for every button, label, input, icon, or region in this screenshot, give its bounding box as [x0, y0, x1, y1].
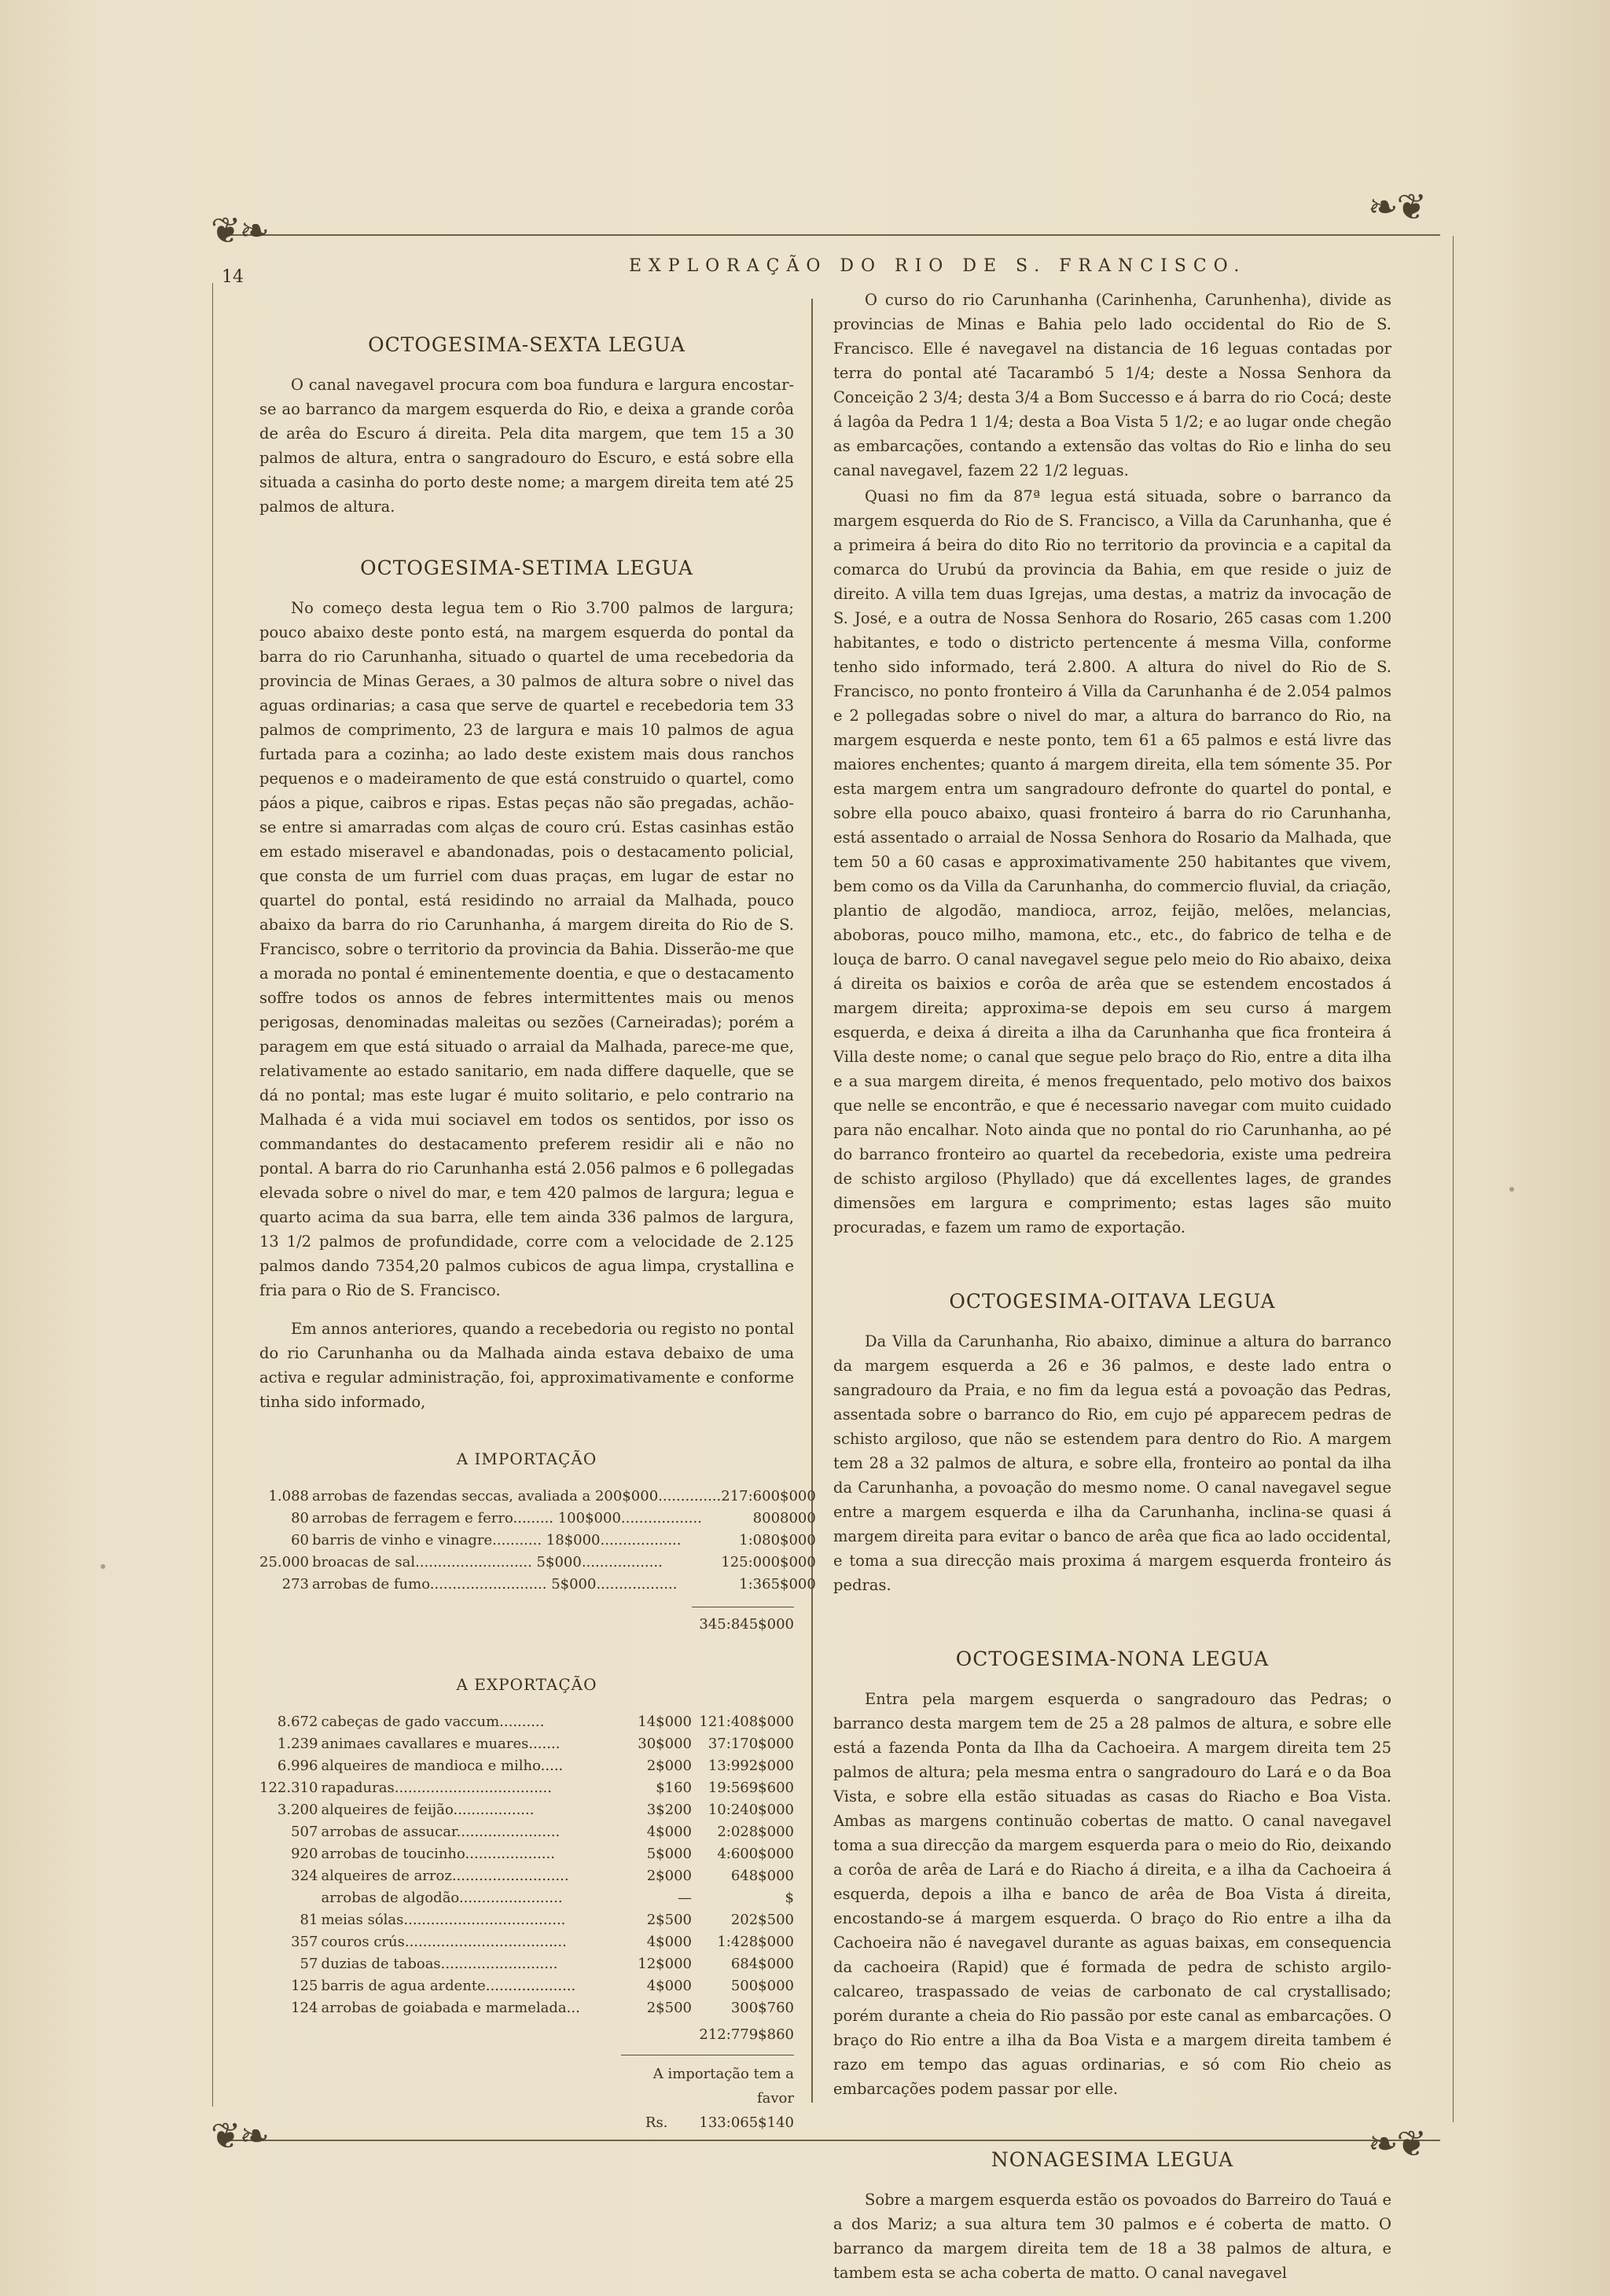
paragraph: Sobre a margem esquerda estão os povoados do Barreiro do Tauá e a dos Mariz; a sua altura tem 30 palmos e é coberta de matto. O barranco da margem direita tem de 18 a 38 palmos de altura, e tambem esta se acha coberta de matto. O canal navegavel: [833, 2191, 1391, 2282]
exportacao-row: [259, 1953, 794, 1975]
saldo-value: 133:065$140: [699, 2114, 794, 2131]
exportacao-cell-p: 4$000: [646, 1934, 692, 1950]
ornament-top-right-icon: ❧❦: [1368, 186, 1426, 228]
exportacao-cell-p: 2$500: [646, 1912, 692, 1928]
paragraph: Em annos anteriores, quando a recebedoria ou registo no pontal do rio Carunhanha ou da Malhada ainda estava debaixo de uma activa e regular administração, foi, approximativamente e conforme tinha sido informado,: [259, 1320, 794, 1411]
importacao-cell-q: 80: [291, 1510, 309, 1526]
top-rule: [222, 234, 1440, 236]
importacao-row: [259, 1530, 816, 1552]
exportacao-cell-v: 684$000: [730, 1956, 794, 1972]
exportacao-cell-p: 2$000: [646, 1758, 692, 1774]
exportacao-cell-q: [259, 1887, 318, 1909]
paragraph: Entra pela margem esquerda o sangradouro das Pedras; o barranco desta margem tem de 25 a 28 palmos de altura, e sobre elle está a fazenda Ponta da Ilha da Cachoeira. A margem direita tem 25 palmos de altura; pela mesma entra o sangradouro do Lará e o da Boa Vista, e sobre ella estão situadas as casas do Riacho e Boa Vista. Ambas as margens continuão cobertas de matto. O canal navegavel toma a sua direcção da margem esquerda para o meio do Rio, deixando a corôa de arêa de Lará e do Riacho á direita, e a ilha da Cachoeira á esquerda, depois a ilha e banco de arêa de Boa Vista á direita, encostando-se á margem esquerda. O braço do Rio entre a ilha da Cachoeira não é navegavel durante as aguas baixas, em consequencia da cachoeira (Rapid) que é formada de pedra de schisto argilo-calcareo, traspassado de veias de carbonato de cal crystallisado; porém durante a cheia do Rio passão por este canal as embarcações. O braço do Rio entre a ilha da Boa Vista e a margem direita tambem é razo em tempo das aguas ordinarias, e só com Rio cheio as embarcações podem passar por elle.: [833, 1690, 1391, 2098]
importacao-cell-v: 1:365$000: [739, 1576, 816, 1593]
importacao-row: [259, 1574, 816, 1596]
left-column: [259, 322, 816, 2135]
exportacao-cell-v: 37:170$000: [708, 1736, 794, 1752]
exportacao-cell-q: 81: [300, 1912, 318, 1928]
exportacao-cell-p: 4$000: [646, 1824, 692, 1840]
exportacao-cell-v: 202$500: [730, 1912, 794, 1928]
importacao-table: [259, 1486, 816, 1596]
exportacao-cell-d: arrobas de toucinho....................: [321, 1846, 555, 1862]
exportacao-cell-d: arrobas de assucar.......................: [321, 1824, 561, 1840]
exportacao-cell-v: 2:028$000: [717, 1824, 794, 1840]
section-title-88: OCTOGESIMA-OITAVA LEGUA: [949, 1290, 1276, 1313]
page-number: 14: [222, 267, 244, 287]
importacao-row: [259, 1486, 816, 1508]
exportacao-cell-p: 2$500: [646, 2000, 692, 2016]
exportacao-row: [259, 1975, 794, 1997]
exportacao-cell-q: 324: [291, 1868, 318, 1884]
exportacao-cell-p: 2$000: [646, 1868, 692, 1884]
exportacao-cell-p: —: [678, 1890, 692, 1906]
exportacao-cell-p: 12$000: [638, 1956, 692, 1972]
importacao-cell-d: arrobas de fumo.......................... 5$000..................: [311, 1576, 678, 1593]
exportacao-cell-v: 13:992$000: [708, 1758, 794, 1774]
exportacao-cell-v: 10:240$000: [708, 1802, 794, 1818]
paragraph: No começo desta legua tem o Rio 3.700 palmos de largura; pouco abaixo deste ponto está, na margem esquerda do pontal da barra do rio Carunhanha, situado o quartel de uma recebedoria da provincia de Minas Geraes, a 30 palmos de altura sobre o nivel das aguas ordinarias; a casa que serve de quartel e recebedoria tem 33 palmos de comprimento, 23 de largura e mais 10 palmos de agua furtada para a cozinha; ao lado deste existem mais dous ranchos pequenos e o madeiramento de que está construido o quartel, como páos a pique, caibros e ripas. Estas peças não são pregadas, achão-se entre si amarradas com alças de couro crú. Estas casinhas estão em estado miseravel e abandonadas, pois o destacamento policial, que consta de um furriel com duas praças, em lugar de estar no quartel do pontal, está residindo no arraial da Malhada, pouco abaixo da barra do rio Carunhanha, á margem direita do Rio de S. Francisco, sobre o territorio da provincia da Bahia. Disserão-me que a morada no pontal é eminentemente doentia, e que o destacamento soffre todos os annos de febres intermittentes mais ou menos perigosas, denominadas maleitas ou sezões (Carneiradas); porém a paragem em que está situado o arraial da Malhada, parece-me que, relativamente ao estado sanitario, em nada differe daquelle, que se dá no pontal; mas este lugar é muito solitario, e pelo contrario na Malhada é a vida mui sociavel em todos os sentidos, por isso os commandantes do destacamento preferem residir ali e não no pontal. A barra do rio Carunhanha está 2.056 palmos e 6 pollegadas elevada sobre o nivel do mar, e tem 420 palmos de largura; legua e quarto acima da sua barra, elle tem ainda 336 palmos de largura, 13 1/2 palmos de profundidade, corre com a velocidade de 2.125 palmos dando 7354,20 palmos cubicos de agua limpa, crystallina e fria para o Rio de S. Francisco.: [259, 599, 794, 1299]
exportacao-cell-d: duzias de taboas..........................: [321, 1956, 558, 1972]
exportacao-row: [259, 1755, 794, 1777]
exportacao-row: [259, 1931, 794, 1953]
paragraph: Quasi no fim da 87ª legua está situada, sobre o barranco da margem esquerda do Rio de S. Francisco, a Villa da Carunhanha, que é a primeira á beira do dito Rio no territorio da provincia e a capital da comarca do Urubú da provincia da Bahia, em que reside o juiz de direito. A villa tem duas Igrejas, uma destas, a matriz da invocação de S. José, e a outra de Nossa Senhora do Rosario, 265 casas com 1.200 habitantes, e todo o districto pertencente á mesma Villa, conforme tenho sido informado, terá 2.800. A altura do nivel do Rio de S. Francisco, no ponto fronteiro á Villa da Carunhanha é de 2.054 palmos e 2 pollegadas sobre o nivel do mar, a altura do barranco do Rio, na margem esquerda e neste ponto, tem 61 a 65 palmos e está livre das maiores enchentes; quanto á margem direita, ella tem sómente 35. Por esta margem entra um sangradouro defronte do quartel do pontal, e sobre ella pouco abaixo, quasi fronteiro á barra do rio Carunhanha, está assentado o arraial de Nossa Senhora do Rosario da Malhada, que tem 50 a 60 casas e approximativamente 250 habitantes que vivem, bem como os da Villa da Carunhanha, do commercio fluvial, da criação, plantio de algodão, mandioca, arroz, feijão, melões, melancias, aboboras, pouco milho, mamona, etc., etc., do fabrico de telha e de louça de barro. O canal navegavel segue pelo meio do Rio abaixo, deixa á direita os baixios e corôa de arêa que se estendem encostados á margem direita; approxima-se depois em seu curso á margem esquerda, e deixa á direita a ilha da Carunhanha que fica fronteira á Villa deste nome; o canal que segue pelo braço do Rio, entre a dita ilha e a sua margem direita, é menos frequentado, pelo motivo dos baixos que nelle se encontrão, e que é necessario navegar com muito cuidado para não encalhar. Noto ainda que no pontal do rio Carunhanha, ao pé do barranco fronteiro ao quartel da recebedoria, existe uma pedreira de schisto argiloso (Phyllado) que dá excellentes lages, de grandes dimensões em largura e comprimento; estas lages são muito procuradas, e fazem um ramo de exportação.: [833, 487, 1391, 1236]
exportacao-cell-d: barris de agua ardente....................: [321, 1978, 576, 1994]
exportacao-cell-v: 4:600$000: [717, 1846, 794, 1862]
exportacao-cell-p: 30$000: [638, 1736, 692, 1752]
importacao-row: [259, 1552, 816, 1574]
paragraph: O curso do rio Carunhanha (Carinhenha, Carunhenha), divide as provincias de Minas e Bahia pelo lado occidental do Rio de S. Francisco. Elle é navegavel na distancia de 16 leguas contadas por terra do pontal até Tacarambó 5 1/4; deste a Nossa Senhora da Conceição 2 3/4; desta 3/4 a Bom Successo e á barra do rio Cocá; deste á lagôa da Pedra 1 1/4; desta a Boa Vista 5 1/2; e ao lugar onde chegão as embarcações, contando a extensão das voltas do Rio e linha do seu canal navegavel, fazem 22 1/2 leguas.: [833, 291, 1391, 479]
running-title: EXPLORAÇÃO DO RIO DE S. FRANCISCO.: [629, 256, 1247, 276]
exportacao-cell-d: meias sólas....................................: [321, 1912, 566, 1928]
paragraph: O canal navegavel procura com boa fundura e largura encostar-se ao barranco da margem esquerda do Rio, e deixa a grande corôa de arêa do Escuro á direita. Pela dita margem, que tem 15 a 30 palmos de altura, entra o sangradouro do Escuro, e está sobre ella situada a casinha do porto deste nome; a margem direita tem até 25 palmos de altura.: [259, 376, 794, 516]
importacao-cell-q: 25.000: [259, 1554, 309, 1570]
exportacao-cell-p: 3$200: [646, 1802, 692, 1818]
exportacao-cell-d: arrobas de algodão.......................: [321, 1890, 563, 1906]
section-title-90: NONAGESIMA LEGUA: [991, 2148, 1234, 2171]
exportacao-row: [259, 1821, 794, 1843]
column-divider: [811, 299, 813, 2103]
exportacao-cell-q: 3.200: [277, 1802, 318, 1818]
exportacao-cell-q: 57: [300, 1956, 318, 1972]
exportacao-cell-d: alqueires de mandioca e milho.....: [321, 1758, 564, 1774]
section-title-87: OCTOGESIMA-SETIMA LEGUA: [360, 557, 693, 579]
exportacao-cell-q: 1.239: [277, 1736, 318, 1752]
exportacao-row: [259, 1887, 794, 1909]
exportacao-row: [259, 1799, 794, 1821]
exportacao-row: [259, 1711, 794, 1733]
exportacao-cell-d: cabeças de gado vaccum..........: [321, 1714, 545, 1730]
exportacao-cell-d: animaes cavallares e muares.......: [321, 1736, 561, 1752]
exportacao-cell-d: rapaduras...................................: [321, 1780, 552, 1796]
importacao-cell-v: 125:000$000: [721, 1554, 816, 1570]
exportacao-cell-v: 300$760: [730, 2000, 794, 2016]
exportacao-title: A EXPORTAÇÃO: [456, 1675, 597, 1694]
importacao-cell-v: 217:600$000: [721, 1488, 816, 1504]
exportacao-row: [259, 1909, 794, 1931]
exportacao-cell-d: alqueires de arroz..........................: [321, 1868, 569, 1884]
exportacao-cell-p: $160: [656, 1780, 692, 1796]
exportacao-cell-p: 4$000: [646, 1978, 692, 1994]
exportacao-row: [259, 1997, 794, 2019]
exportacao-cell-v: 19:569$600: [708, 1780, 794, 1796]
section-title-86: OCTOGESIMA-SEXTA LEGUA: [368, 333, 686, 356]
importacao-cell-d: barris de vinho e vinagre........... 18$000..................: [311, 1532, 682, 1548]
ink-spot: [1509, 1187, 1514, 1192]
exportacao-cell-v: 500$000: [730, 1978, 794, 1994]
exportacao-cell-q: 124: [291, 2000, 318, 2016]
exportacao-cell-v: 121:408$000: [699, 1714, 794, 1730]
importacao-cell-q: 1.088: [268, 1488, 309, 1504]
left-border: [212, 283, 213, 2107]
exportacao-row: [259, 1865, 794, 1887]
importacao-cell-d: arrobas de fazendas seccas, avaliada a 200$000..............: [311, 1488, 722, 1504]
exportacao-cell-q: 8.672: [277, 1714, 318, 1730]
exportacao-row: [259, 1777, 794, 1799]
importacao-cell-q: 60: [291, 1532, 309, 1548]
exportacao-cell-q: 6.996: [277, 1758, 318, 1774]
exportacao-table: [259, 1711, 794, 2019]
right-border: [1453, 236, 1454, 2122]
exportacao-cell-v: 648$000: [730, 1868, 794, 1884]
importacao-cell-d: broacas de sal.......................... 5$000..................: [311, 1554, 663, 1570]
exportacao-cell-v: 1:428$000: [717, 1934, 794, 1950]
exportacao-cell-q: 507: [291, 1824, 318, 1840]
importacao-cell-v: 1:080$000: [739, 1532, 816, 1548]
ornament-top-left-icon: ❦❧: [211, 209, 269, 252]
paragraph: Da Villa da Carunhanha, Rio abaixo, diminue a altura do barranco da margem esquerda a 26 e 36 palmos, e deste lado entra o sangradouro da Praia, e no fim da legua está a povoação das Pedras, assentada sobre o barranco do Rio, em cujo pé apparecem pedras de schisto argiloso, que não se estendem para dentro do Rio. A margem tem 28 a 32 palmos de altura, e sobre ella, fronteiro ao pontal da ilha da Carunhanha, a povoação do mesmo nome. O canal navegavel segue entre a margem esquerda e ilha da Carunhanha, inclina-se quasi á margem direita para evitar o banco de arêa que fica ao lado occidental, e toma a sua direcção mais proxima á margem esquerda fronteiro ás pedras.: [833, 1332, 1391, 1594]
importacao-cell-v: 8008000: [752, 1510, 816, 1526]
right-column: [833, 288, 1391, 2285]
ornament-bottom-left-icon: ❦❧: [211, 2114, 269, 2157]
importacao-row: [259, 1508, 816, 1530]
importacao-title: A IMPORTAÇÃO: [456, 1449, 597, 1468]
saldo-line: [621, 2055, 794, 2135]
exportacao-cell-q: 357: [291, 1934, 318, 1950]
importacao-cell-q: 273: [281, 1576, 309, 1593]
exportacao-cell-v: $: [785, 1890, 794, 1906]
ink-spot: [101, 1564, 105, 1569]
saldo-label: A importação tem a favor Rs.: [645, 2066, 794, 2131]
importacao-total: 345:845$000: [692, 1607, 794, 1637]
exportacao-cell-p: 14$000: [638, 1714, 692, 1730]
exportacao-cell-p: 5$000: [646, 1846, 692, 1862]
ornament-bottom-right-icon: ❧❦: [1368, 2122, 1426, 2165]
importacao-cell-d: arrobas de ferragem e ferro......... 100$000..................: [311, 1510, 702, 1526]
exportacao-total: 212:779$860: [699, 2026, 794, 2043]
exportacao-cell-d: alqueires de feijão..................: [321, 1802, 535, 1818]
exportacao-cell-d: arrobas de goiabada e marmelada...: [321, 2000, 580, 2016]
exportacao-row: [259, 1733, 794, 1755]
exportacao-cell-q: 125: [291, 1978, 318, 1994]
exportacao-cell-q: 122.310: [259, 1780, 318, 1796]
exportacao-row: [259, 1843, 794, 1865]
section-title-89: OCTOGESIMA-NONA LEGUA: [955, 1648, 1270, 1670]
exportacao-cell-q: 920: [291, 1846, 318, 1862]
exportacao-cell-d: couros crús....................................: [321, 1934, 567, 1950]
